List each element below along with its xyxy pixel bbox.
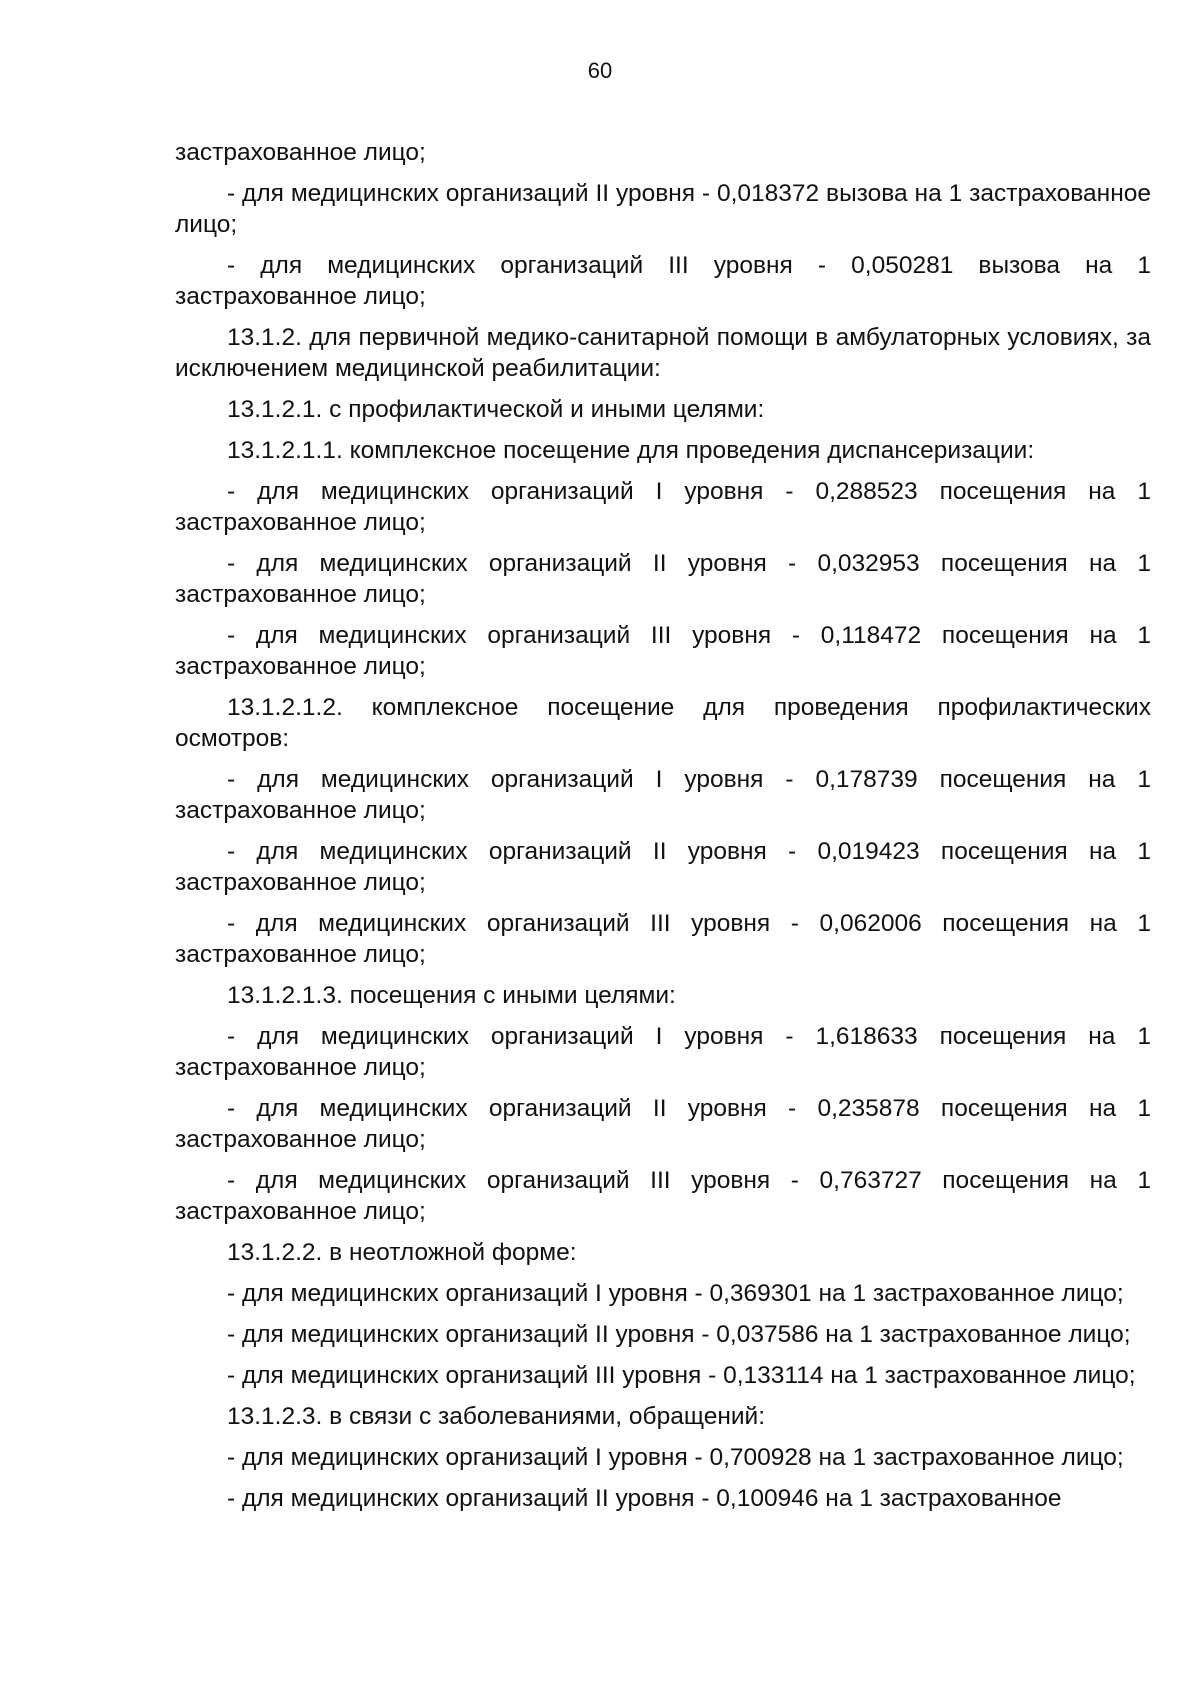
paragraph: - для медицинских организаций II уровня - 0,018372 вызова на 1 застрахованное лицо;	[175, 180, 1151, 238]
paragraph: 13.1.2.1.3. посещения с иными целями:	[227, 982, 676, 1009]
paragraph: - для медицинских организаций III уровня - 0,133114 на 1 застрахованное лицо;	[227, 1362, 1136, 1389]
paragraph: - для медицинских организаций I уровня - 0,288523 посещения на 1 застрахованное лицо;	[175, 478, 1151, 536]
paragraph: - для медицинских организаций III уровня - 0,062006 посещения на 1 застрахованное лицо;	[175, 910, 1151, 968]
paragraph: застрахованное лицо;	[175, 139, 426, 166]
paragraph: 13.1.2.1. с профилактической и иными целями:	[227, 396, 765, 423]
paragraph: - для медицинских организаций III уровня - 0,118472 посещения на 1 застрахованное лицо;	[175, 622, 1151, 680]
paragraph: 13.1.2. для первичной медико-санитарной помощи в амбулаторных условиях, за исключением медицинской реабилитации:	[175, 324, 1151, 382]
paragraph: - для медицинских организаций II уровня - 0,037586 на 1 застрахованное лицо;	[227, 1321, 1131, 1348]
paragraph: - для медицинских организаций I уровня - 0,369301 на 1 застрахованное лицо;	[227, 1280, 1124, 1307]
paragraph: 13.1.2.3. в связи с заболеваниями, обращений:	[227, 1403, 766, 1430]
paragraph: 13.1.2.2. в неотложной форме:	[227, 1239, 577, 1266]
paragraph: - для медицинских организаций II уровня - 0,019423 посещения на 1 застрахованное лицо;	[175, 838, 1151, 896]
paragraph: - для медицинских организаций I уровня - 0,178739 посещения на 1 застрахованное лицо;	[175, 766, 1151, 824]
paragraph: - для медицинских организаций I уровня - 0,700928 на 1 застрахованное лицо;	[227, 1444, 1124, 1471]
paragraph: 13.1.2.1.2. комплексное посещение для проведения профилактических осмотров:	[175, 694, 1151, 752]
page-number: 60	[587, 58, 613, 83]
paragraph: 13.1.2.1.1. комплексное посещение для проведения диспансеризации:	[227, 437, 1035, 464]
paragraph: - для медицинских организаций II уровня - 0,032953 посещения на 1 застрахованное лицо;	[175, 550, 1151, 608]
paragraph: - для медицинских организаций III уровня - 0,050281 вызова на 1 застрахованное лицо;	[175, 252, 1151, 310]
paragraph: - для медицинских организаций II уровня - 0,235878 посещения на 1 застрахованное лицо;	[175, 1095, 1151, 1153]
document-body	[175, 137, 1151, 1524]
paragraph: - для медицинских организаций III уровня - 0,763727 посещения на 1 застрахованное лицо;	[175, 1167, 1151, 1225]
paragraph: - для медицинских организаций II уровня - 0,100946 на 1 застрахованное	[227, 1485, 1062, 1512]
paragraph: - для медицинских организаций I уровня - 1,618633 посещения на 1 застрахованное лицо;	[175, 1023, 1151, 1081]
